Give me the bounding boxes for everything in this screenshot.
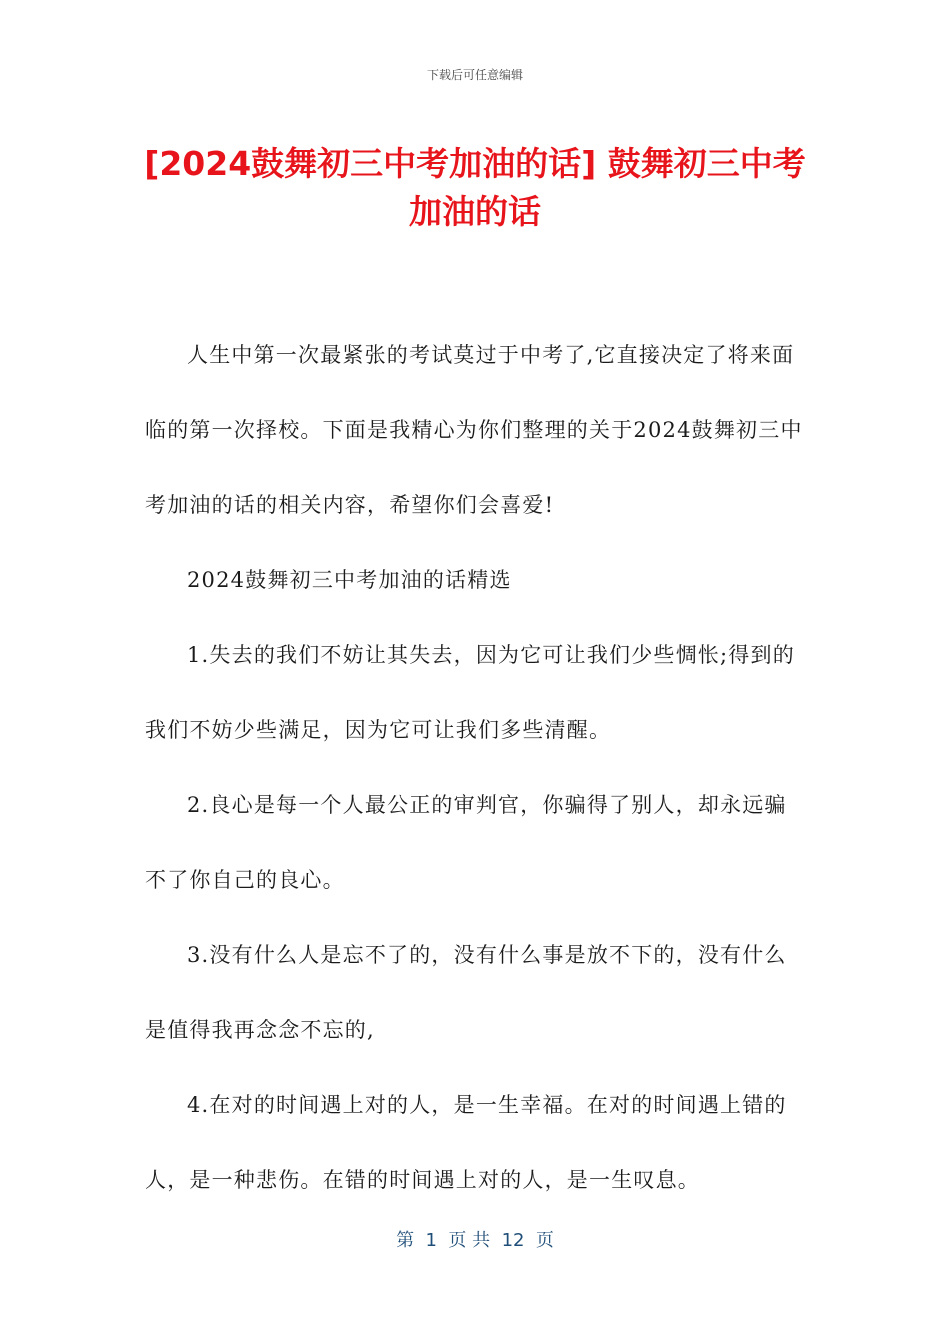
quote-item-4: 4.在对的时间遇上对的人，是一生幸福。在对的时间遇上错的人，是一种悲伤。在错的时间遇上对的人，是一生叹息。	[145, 1093, 787, 1192]
quote-item-2: 2.良心是每一个人最公正的审判官，你骗得了别人，却永远骗不了你自己的良心。	[145, 793, 787, 892]
page-number-footer: 第 1 页 共 12 页	[396, 1230, 554, 1251]
quote-item-1: 1.失去的我们不妨让其失去，因为它可让我们少些惆怅;得到的我们不妨少些满足，因为它可让我们多些清醒。	[145, 643, 795, 742]
document-title: [2024鼓舞初三中考加油的话] 鼓舞初三中考加油的话	[144, 144, 806, 231]
section-heading: 2024鼓舞初三中考加油的话精选	[187, 568, 512, 592]
header-note: 下载后可任意编辑	[426, 68, 523, 82]
quote-item-3: 3.没有什么人是忘不了的，没有什么事是放不下的，没有什么是值得我再念念不忘的,	[145, 943, 787, 1042]
paragraph-intro: 人生中第一次最紧张的考试莫过于中考了,它直接决定了将来面临的第一次择校。下面是我精心为你们整理的关于2024鼓舞初三中考加油的话的相关内容，希望你们会喜爱!	[145, 343, 803, 517]
document-body	[145, 318, 807, 1218]
